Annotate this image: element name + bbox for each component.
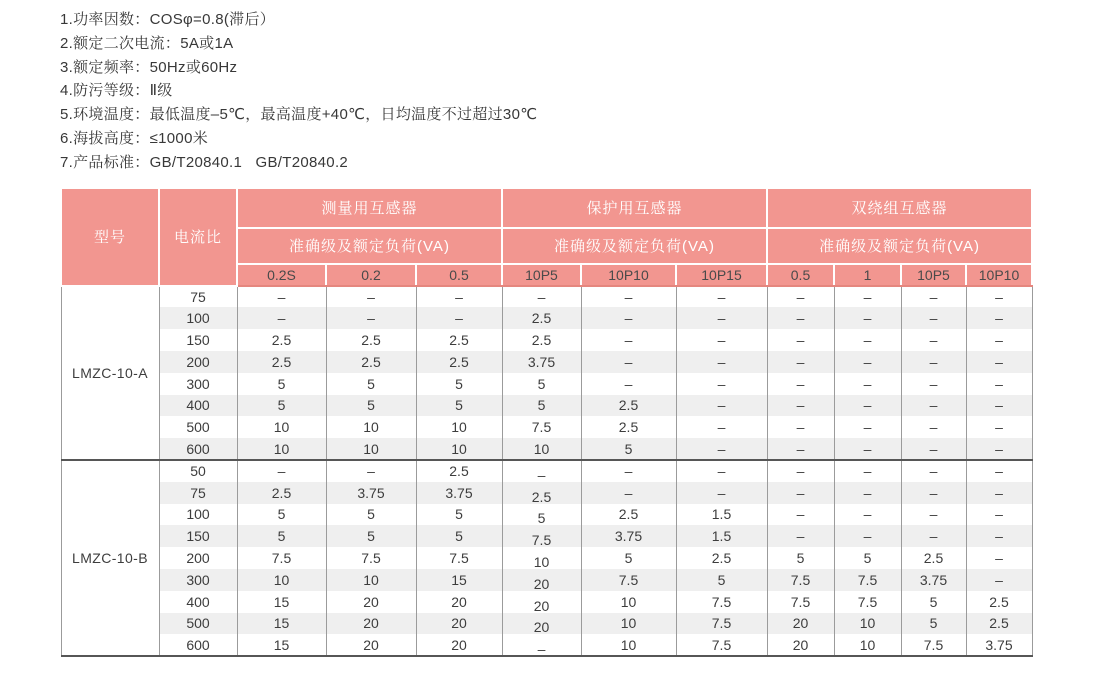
value-cell: – — [581, 307, 676, 329]
ratio-cell: 75 — [159, 482, 237, 504]
value-cell: – — [834, 286, 901, 308]
value-cell: – — [581, 351, 676, 373]
value-cell: – — [834, 504, 901, 526]
value-cell: – — [676, 329, 767, 351]
ratio-cell: 150 — [159, 525, 237, 547]
value-cell: 5 — [326, 395, 416, 417]
value-cell: – — [834, 416, 901, 438]
subtitle-measuring: 准确级及额定负荷(VA) — [237, 228, 502, 264]
col-header-current-ratio: 电流比 — [159, 188, 237, 286]
value-cell: 2.5 — [237, 329, 326, 351]
value-cell: – — [966, 351, 1032, 373]
value-cell: 2.5 — [901, 547, 966, 569]
value-cell: 20 — [767, 613, 834, 635]
value-cell: 3.75 — [326, 482, 416, 504]
class-header-0.2s: 0.2S — [237, 264, 326, 286]
value-cell: – — [834, 525, 901, 547]
value-cell: 5 — [416, 395, 502, 417]
value-cell: – — [676, 460, 767, 482]
value-cell: 2.5 — [581, 395, 676, 417]
value-cell: 2.5 — [502, 482, 581, 504]
value-cell: 10 — [834, 613, 901, 635]
table-row — [61, 395, 1032, 417]
value-cell: 20 — [326, 613, 416, 635]
class-header-10p5: 10P5 — [502, 264, 581, 286]
value-cell: 20 — [502, 591, 581, 613]
value-cell: 5 — [502, 373, 581, 395]
rating-table — [60, 187, 1033, 658]
ratio-cell: 400 — [159, 591, 237, 613]
spec-line-frequency: 3.额定频率：50Hz或60Hz — [60, 58, 238, 76]
value-cell: – — [901, 525, 966, 547]
ratio-cell: 300 — [159, 569, 237, 591]
value-cell: 10 — [237, 569, 326, 591]
value-cell: 3.75 — [502, 351, 581, 373]
value-cell: – — [581, 286, 676, 308]
value-cell: 7.5 — [834, 569, 901, 591]
value-cell: – — [767, 504, 834, 526]
value-cell: 1.5 — [676, 504, 767, 526]
value-cell: – — [676, 373, 767, 395]
value-cell: 2.5 — [581, 504, 676, 526]
value-cell: 2.5 — [237, 351, 326, 373]
value-cell: – — [901, 416, 966, 438]
value-cell: 7.5 — [676, 591, 767, 613]
value-cell: – — [834, 460, 901, 482]
value-cell: – — [676, 416, 767, 438]
spec-line-standard: 7.产品标准：GB/T20840.1 GB/T20840.2 — [60, 153, 349, 171]
table-row — [61, 351, 1032, 373]
table-row — [61, 416, 1032, 438]
header-row-groups — [61, 188, 1032, 228]
class-header-10p10: 10P10 — [966, 264, 1032, 286]
value-cell: – — [676, 286, 767, 308]
value-cell: 5 — [416, 504, 502, 526]
table-row — [61, 286, 1032, 308]
subtitle-protection: 准确级及额定负荷(VA) — [502, 228, 767, 264]
value-cell: 5 — [581, 547, 676, 569]
value-cell: 5 — [326, 504, 416, 526]
value-cell: – — [676, 438, 767, 460]
table-row — [61, 373, 1032, 395]
value-cell: – — [767, 525, 834, 547]
value-cell: – — [966, 373, 1032, 395]
value-cell: – — [767, 482, 834, 504]
value-cell: – — [834, 307, 901, 329]
value-cell: 7.5 — [834, 591, 901, 613]
table-row — [61, 569, 1032, 591]
value-cell: 3.75 — [966, 634, 1032, 656]
value-cell: – — [834, 395, 901, 417]
value-cell: 2.5 — [326, 329, 416, 351]
subtitle-dual-winding: 准确级及额定负荷(VA) — [767, 228, 1032, 264]
value-cell: 20 — [416, 613, 502, 635]
value-cell: 7.5 — [767, 591, 834, 613]
value-cell: – — [966, 438, 1032, 460]
value-cell: 10 — [502, 438, 581, 460]
class-header-1: 1 — [834, 264, 901, 286]
ratio-cell: 500 — [159, 416, 237, 438]
value-cell: 10 — [416, 438, 502, 460]
value-cell: 5 — [237, 373, 326, 395]
value-cell: 15 — [237, 591, 326, 613]
spec-list — [60, 8, 1095, 175]
value-cell: 3.75 — [416, 482, 502, 504]
ratio-cell: 200 — [159, 547, 237, 569]
value-cell: 2.5 — [966, 591, 1032, 613]
value-cell: – — [834, 482, 901, 504]
value-cell: 5 — [416, 525, 502, 547]
spec-line-pollution-class: 4.防污等级：Ⅱ级 — [60, 82, 173, 100]
value-cell: – — [901, 329, 966, 351]
value-cell: 20 — [326, 591, 416, 613]
value-cell: 2.5 — [676, 547, 767, 569]
value-cell: – — [834, 329, 901, 351]
value-cell: – — [966, 416, 1032, 438]
table-row — [61, 438, 1032, 460]
table-row — [61, 591, 1032, 613]
value-cell: – — [901, 482, 966, 504]
value-cell: 5 — [326, 373, 416, 395]
class-header-10p10: 10P10 — [581, 264, 676, 286]
ratio-cell: 50 — [159, 460, 237, 482]
value-cell: 10 — [581, 613, 676, 635]
table-row — [61, 634, 1032, 656]
value-cell: – — [767, 416, 834, 438]
value-cell: 10 — [237, 438, 326, 460]
value-cell: – — [676, 307, 767, 329]
ratio-cell: 200 — [159, 351, 237, 373]
spec-line-altitude: 6.海拔高度：≤1000米 — [60, 129, 209, 147]
class-header-0.2: 0.2 — [326, 264, 416, 286]
value-cell: 5 — [237, 504, 326, 526]
group-header-dual-winding: 双绕组互感器 — [767, 188, 1032, 228]
value-cell: 5 — [581, 438, 676, 460]
value-cell: 5 — [901, 613, 966, 635]
value-cell: 20 — [502, 569, 581, 591]
value-cell: 7.5 — [502, 525, 581, 547]
value-cell: – — [901, 286, 966, 308]
value-cell: 7.5 — [676, 634, 767, 656]
value-cell: 5 — [502, 504, 581, 526]
value-cell: – — [416, 286, 502, 308]
value-cell: – — [901, 438, 966, 460]
value-cell: 2.5 — [502, 307, 581, 329]
value-cell: 10 — [581, 591, 676, 613]
value-cell: 5 — [237, 525, 326, 547]
value-cell: 2.5 — [966, 613, 1032, 635]
value-cell: – — [767, 351, 834, 373]
value-cell: – — [767, 373, 834, 395]
class-header-10p5: 10P5 — [901, 264, 966, 286]
value-cell: 15 — [237, 634, 326, 656]
value-cell: 20 — [502, 613, 581, 635]
value-cell: 2.5 — [326, 351, 416, 373]
ratio-cell: 75 — [159, 286, 237, 308]
value-cell: 7.5 — [767, 569, 834, 591]
table-row — [61, 504, 1032, 526]
value-cell: – — [966, 569, 1032, 591]
spec-line-power-factor: 1.功率因数：COSφ=0.8(滞后） — [60, 11, 276, 28]
value-cell: 7.5 — [237, 547, 326, 569]
value-cell: – — [966, 525, 1032, 547]
value-cell: 10 — [581, 634, 676, 656]
value-cell: – — [326, 286, 416, 308]
group-header-measuring: 测量用互感器 — [237, 188, 502, 228]
ratio-cell: 500 — [159, 613, 237, 635]
value-cell: – — [901, 504, 966, 526]
value-cell: 1.5 — [676, 525, 767, 547]
value-cell: 7.5 — [901, 634, 966, 656]
value-cell: 2.5 — [416, 329, 502, 351]
value-cell: – — [581, 329, 676, 351]
value-cell: – — [326, 460, 416, 482]
value-cell: 15 — [416, 569, 502, 591]
class-header-10p15: 10P15 — [676, 264, 767, 286]
value-cell: 5 — [834, 547, 901, 569]
value-cell: – — [966, 329, 1032, 351]
table-header — [61, 188, 1032, 286]
value-cell: – — [676, 395, 767, 417]
value-cell: 3.75 — [901, 569, 966, 591]
value-cell: – — [966, 504, 1032, 526]
value-cell: 5 — [416, 373, 502, 395]
model-cell: LMZC-10-A — [61, 286, 159, 460]
value-cell: 5 — [502, 395, 581, 417]
value-cell: 15 — [237, 613, 326, 635]
value-cell: 2.5 — [502, 329, 581, 351]
col-header-model: 型号 — [61, 188, 159, 286]
value-cell: 2.5 — [416, 351, 502, 373]
value-cell: – — [581, 482, 676, 504]
value-cell: – — [966, 286, 1032, 308]
value-cell: – — [834, 373, 901, 395]
value-cell: 2.5 — [581, 416, 676, 438]
model-cell: LMZC-10-B — [61, 460, 159, 656]
value-cell: – — [966, 460, 1032, 482]
section-lmzc-10-a — [61, 286, 1032, 460]
value-cell: – — [834, 438, 901, 460]
value-cell: 2.5 — [237, 482, 326, 504]
value-cell: – — [901, 460, 966, 482]
table-row — [61, 525, 1032, 547]
value-cell: 5 — [767, 547, 834, 569]
value-cell: 7.5 — [416, 547, 502, 569]
value-cell: – — [676, 351, 767, 373]
value-cell: – — [237, 460, 326, 482]
section-lmzc-10-b — [61, 460, 1032, 656]
value-cell: – — [966, 547, 1032, 569]
value-cell: – — [901, 307, 966, 329]
value-cell: 7.5 — [502, 416, 581, 438]
value-cell: – — [416, 307, 502, 329]
value-cell: – — [767, 286, 834, 308]
class-header-0.5: 0.5 — [767, 264, 834, 286]
value-cell: 3.75 — [581, 525, 676, 547]
value-cell: – — [901, 351, 966, 373]
value-cell: 10 — [502, 547, 581, 569]
value-cell: 5 — [237, 395, 326, 417]
value-cell: 20 — [416, 591, 502, 613]
table-row — [61, 613, 1032, 635]
value-cell: – — [901, 395, 966, 417]
value-cell: 10 — [416, 416, 502, 438]
value-cell: – — [966, 307, 1032, 329]
value-cell: 7.5 — [676, 613, 767, 635]
value-cell: – — [502, 634, 581, 656]
value-cell: 10 — [326, 438, 416, 460]
spec-line-secondary-current: 2.额定二次电流：5A或1A — [60, 34, 234, 52]
value-cell: – — [966, 482, 1032, 504]
value-cell: – — [581, 373, 676, 395]
value-cell: 10 — [237, 416, 326, 438]
ratio-cell: 400 — [159, 395, 237, 417]
ratio-cell: 150 — [159, 329, 237, 351]
ratio-cell: 100 — [159, 504, 237, 526]
class-header-0.5: 0.5 — [416, 264, 502, 286]
value-cell: 5 — [326, 525, 416, 547]
value-cell: – — [901, 373, 966, 395]
table-row — [61, 460, 1032, 482]
value-cell: – — [767, 329, 834, 351]
value-cell: 7.5 — [326, 547, 416, 569]
value-cell: 20 — [326, 634, 416, 656]
value-cell: 7.5 — [581, 569, 676, 591]
value-cell: – — [767, 307, 834, 329]
ratio-cell: 600 — [159, 438, 237, 460]
value-cell: – — [581, 460, 676, 482]
value-cell: 10 — [326, 416, 416, 438]
table-row — [61, 329, 1032, 351]
spec-line-ambient-temp: 5.环境温度：最低温度–5℃，最高温度+40℃，日均温度不过超过30℃ — [60, 106, 538, 124]
value-cell: 10 — [834, 634, 901, 656]
ratio-cell: 100 — [159, 307, 237, 329]
value-cell: – — [767, 460, 834, 482]
table-row — [61, 307, 1032, 329]
value-cell: – — [326, 307, 416, 329]
value-cell: – — [237, 286, 326, 308]
group-header-protection: 保护用互感器 — [502, 188, 767, 228]
table-row — [61, 482, 1032, 504]
value-cell: – — [237, 307, 326, 329]
ratio-cell: 600 — [159, 634, 237, 656]
value-cell: 5 — [901, 591, 966, 613]
ratio-cell: 300 — [159, 373, 237, 395]
value-cell: – — [502, 460, 581, 482]
value-cell: 2.5 — [416, 460, 502, 482]
value-cell: 20 — [416, 634, 502, 656]
value-cell: – — [502, 286, 581, 308]
value-cell: – — [966, 395, 1032, 417]
value-cell: – — [834, 351, 901, 373]
value-cell: – — [676, 482, 767, 504]
value-cell: – — [767, 395, 834, 417]
table-row — [61, 547, 1032, 569]
value-cell: – — [767, 438, 834, 460]
value-cell: 20 — [767, 634, 834, 656]
value-cell: 5 — [676, 569, 767, 591]
value-cell: 10 — [326, 569, 416, 591]
